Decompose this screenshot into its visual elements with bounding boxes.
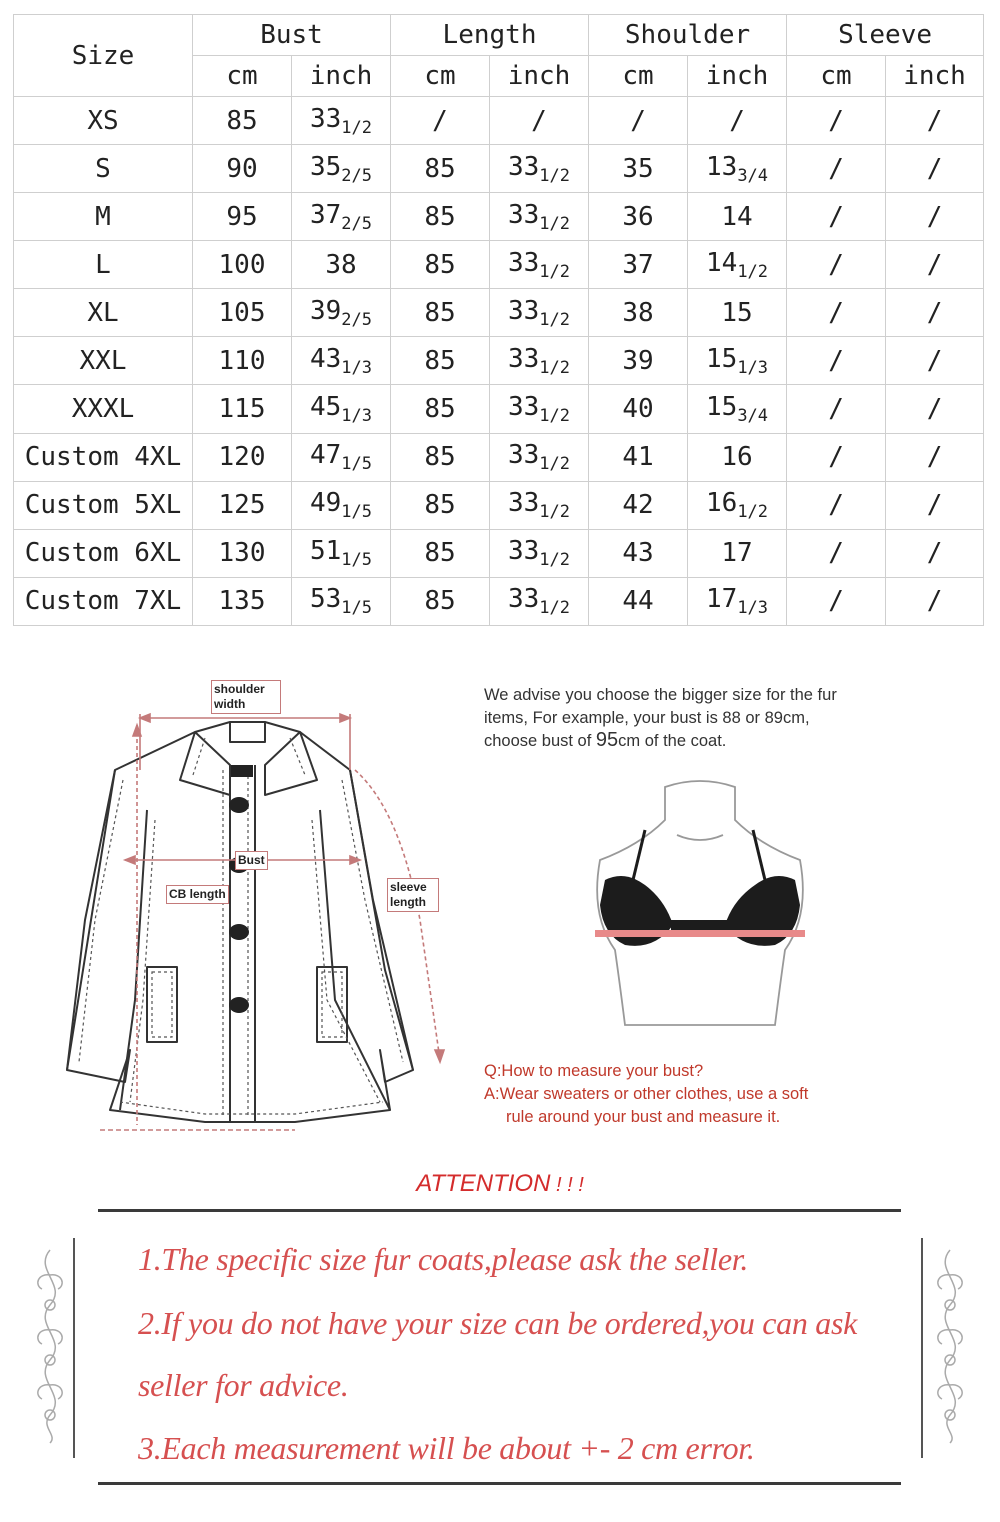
advice-line: items, For example, your bust is 88 or 89cm, (484, 708, 810, 727)
coat-measurement-diagram (55, 670, 455, 1140)
measurement-whole: 39 (309, 295, 342, 326)
measurement-cell (886, 241, 984, 289)
sleeve-label-line2: length (390, 895, 426, 909)
measurement-cell (391, 289, 490, 337)
size-chart-table (13, 14, 984, 626)
measurement-cell (490, 97, 589, 145)
measurement-cell (886, 289, 984, 337)
measurement-cell (886, 385, 984, 433)
measurement-fraction: 1/2 (539, 357, 571, 378)
measurement-cell (292, 385, 391, 433)
measurement-whole: / (926, 201, 943, 232)
size-advice-text (484, 684, 934, 753)
measurement-fraction: 3/4 (737, 165, 769, 186)
measurement-cell (490, 337, 589, 385)
measurement-fraction: 1/5 (341, 550, 373, 571)
measurement-cell (292, 433, 391, 481)
measurement-cell (391, 193, 490, 241)
measurement-fraction: 1/3 (737, 357, 769, 378)
measurement-fraction: 1/2 (539, 406, 571, 426)
measurement-whole: 16 (721, 442, 753, 473)
measurement-fraction: 1/2 (539, 309, 571, 330)
size-row (14, 481, 984, 529)
attention-marks: ! ! ! (550, 1174, 584, 1196)
measurement-fraction: 1/2 (539, 261, 571, 282)
measurement-whole: / (828, 297, 844, 328)
measurement-cell (688, 241, 787, 289)
measurement-fraction: 1/2 (737, 261, 769, 282)
measurement-whole: 85 (424, 249, 456, 280)
measurement-cell (886, 481, 984, 529)
size-column-header: Size (14, 15, 193, 97)
measurement-cell (292, 529, 391, 577)
unit-header: cm (193, 56, 292, 97)
measurement-whole: / (828, 490, 844, 521)
measurement-whole: / (828, 105, 844, 136)
measurement-cell (589, 577, 688, 625)
attention-note-2: 2.If you do not have your size can be ordered,you can ask (138, 1305, 858, 1341)
measurement-whole: 17 (706, 584, 738, 615)
measurement-cell (886, 577, 984, 625)
shoulder-width-label (211, 680, 281, 714)
qa-answer-line: rule around your bust and measure it. (506, 1108, 781, 1126)
size-row (14, 529, 984, 577)
shoulder-header: Shoulder (589, 15, 787, 56)
measurement-fraction: 1/3 (341, 406, 373, 426)
measurement-whole: / (828, 442, 844, 473)
measurement-cell (193, 577, 292, 625)
measurement-whole: / (926, 249, 943, 280)
measurement-cell (391, 577, 490, 625)
size-label-cell: L (14, 241, 193, 289)
measurement-whole: / (432, 105, 448, 136)
measurement-fraction: 3/4 (737, 406, 769, 426)
measurement-cell (589, 193, 688, 241)
measurement-fraction: 1/5 (341, 598, 373, 619)
measurement-cell (589, 337, 688, 385)
advice-line (484, 729, 934, 753)
measurement-whole: 90 (226, 153, 258, 184)
measurement-cell (292, 337, 391, 385)
measurement-fraction: 1/2 (539, 454, 571, 475)
measurement-whole: 85 (424, 297, 456, 328)
measurement-whole: 38 (325, 249, 357, 280)
measurement-whole: / (531, 105, 547, 136)
measurement-whole: 33 (507, 343, 540, 374)
measurement-whole: 16 (706, 488, 738, 519)
measurement-whole: 85 (226, 105, 258, 136)
unit-header: inch (490, 56, 589, 97)
measurement-whole: 45 (309, 392, 342, 422)
measurement-whole: 85 (424, 345, 456, 376)
measurement-whole: / (926, 345, 943, 376)
measurement-fraction: 1/2 (737, 502, 769, 523)
measurement-cell (490, 241, 589, 289)
measurement-whole: 33 (309, 103, 342, 134)
measurement-whole: 100 (218, 249, 266, 280)
measurement-cell (688, 385, 787, 433)
measurement-cell (391, 97, 490, 145)
measurement-cell (391, 241, 490, 289)
bust-qa (484, 1060, 944, 1129)
measurement-whole: / (828, 153, 844, 184)
size-label-cell: S (14, 145, 193, 193)
attention-note-3: 3.Each measurement will be about +- 2 cm error. (138, 1430, 755, 1466)
size-row (14, 241, 984, 289)
measurement-whole: / (630, 105, 646, 136)
measurement-cell (886, 337, 984, 385)
measurement-cell (787, 433, 886, 481)
measurement-whole: 33 (507, 536, 540, 567)
length-header: Length (391, 15, 589, 56)
measurement-cell (688, 529, 787, 577)
measurement-cell (688, 145, 787, 193)
measurement-cell (688, 289, 787, 337)
measurement-cell (490, 481, 589, 529)
measurement-fraction: 1/3 (737, 598, 769, 619)
measurement-cell (688, 337, 787, 385)
measurement-whole: 115 (218, 394, 266, 424)
measurement-cell (391, 385, 490, 433)
measurement-whole: / (828, 586, 844, 617)
measurement-whole: 14 (721, 201, 753, 232)
measurement-whole: 47 (309, 440, 342, 471)
advice-highlight-number: 95 (595, 729, 619, 751)
size-label-cell: Custom 5XL (14, 481, 193, 529)
size-label-cell: XS (14, 97, 193, 145)
measurement-cell (292, 241, 391, 289)
measurement-whole: / (729, 105, 745, 136)
size-row (14, 193, 984, 241)
measurement-cell (589, 433, 688, 481)
measurement-cell (292, 481, 391, 529)
measurement-whole: 35 (309, 151, 342, 182)
measurement-whole: / (926, 586, 943, 617)
mannequin-drawing (585, 775, 815, 1035)
measurement-cell (193, 145, 292, 193)
measurement-whole: 43 (309, 343, 342, 374)
size-row (14, 97, 984, 145)
attention-title: ATTENTION (416, 1170, 551, 1197)
size-row (14, 433, 984, 481)
measurement-whole: 85 (424, 586, 456, 617)
measurement-whole: / (926, 153, 943, 184)
unit-header: inch (688, 56, 787, 97)
measurement-cell (688, 577, 787, 625)
measurement-whole: 85 (424, 201, 456, 232)
measurement-whole: 85 (424, 442, 456, 473)
measurement-cell (391, 481, 490, 529)
measurement-whole: 15 (706, 392, 738, 422)
measurement-cell (688, 97, 787, 145)
measurement-cell (292, 145, 391, 193)
measurement-cell (292, 577, 391, 625)
measurement-whole: 13 (706, 151, 738, 182)
measurement-whole: 36 (622, 201, 654, 232)
measurement-cell (193, 289, 292, 337)
attention-bottom-rule (98, 1482, 901, 1485)
measurement-whole: / (926, 394, 943, 424)
shoulder-label-line2: width (214, 697, 246, 711)
measurement-cell (292, 289, 391, 337)
measurement-cell (490, 145, 589, 193)
measurement-cell (787, 481, 886, 529)
measurement-cell (688, 481, 787, 529)
measurement-whole: / (926, 442, 943, 473)
measurement-cell (589, 145, 688, 193)
measurement-cell (787, 289, 886, 337)
measurement-fraction: 1/2 (539, 502, 571, 523)
measurement-cell (292, 193, 391, 241)
measurement-whole: 15 (706, 343, 738, 374)
measurement-cell (193, 193, 292, 241)
measurement-cell (787, 97, 886, 145)
measurement-cell (193, 241, 292, 289)
unit-header: inch (292, 56, 391, 97)
measurement-whole: / (828, 538, 844, 569)
measurement-whole: 15 (721, 297, 753, 328)
measurement-cell (490, 529, 589, 577)
sleeve-label-line1: sleeve (390, 880, 427, 894)
size-label-cell: XXXL (14, 385, 193, 433)
right-floral-ornament-icon (928, 1245, 972, 1445)
sleeve-length-label (387, 878, 439, 912)
measurement-fraction: 1/2 (341, 117, 373, 138)
unit-header: cm (787, 56, 886, 97)
unit-header: inch (886, 56, 984, 97)
measurement-cell (292, 97, 391, 145)
measurement-cell (688, 433, 787, 481)
right-divider (921, 1238, 923, 1458)
measurement-cell (787, 577, 886, 625)
measurement-whole: / (828, 394, 844, 424)
measurement-cell (490, 385, 589, 433)
size-row (14, 385, 984, 433)
attention-note-2-cont: seller for advice. (138, 1367, 349, 1403)
measurement-cell (787, 241, 886, 289)
measurement-whole: 33 (507, 392, 540, 422)
measurement-fraction: 1/5 (341, 502, 373, 523)
measurement-whole: 44 (622, 586, 654, 617)
measurement-cell (391, 337, 490, 385)
measurement-cell (193, 337, 292, 385)
measurement-cell (391, 433, 490, 481)
measurement-fraction: 1/2 (539, 598, 571, 619)
measurement-cell (787, 145, 886, 193)
measurement-whole: / (828, 345, 844, 376)
measurement-cell (193, 385, 292, 433)
size-label-cell: XL (14, 289, 193, 337)
size-label-cell: XXL (14, 337, 193, 385)
advice-text: cm of the coat. (618, 732, 727, 750)
measurement-whole: / (828, 201, 844, 232)
size-label-cell: Custom 7XL (14, 577, 193, 625)
measurement-whole: 85 (424, 394, 456, 424)
cb-length-label: CB length (166, 885, 229, 904)
measurement-whole: 33 (507, 440, 540, 471)
measurement-cell (193, 433, 292, 481)
measurement-whole: 43 (622, 538, 654, 569)
measurement-fraction: 2/5 (341, 309, 373, 330)
measurement-whole: 33 (507, 247, 540, 278)
left-floral-ornament-icon (28, 1245, 72, 1445)
size-label-cell: M (14, 193, 193, 241)
measurement-fraction: 1/3 (341, 357, 373, 378)
measurement-whole: 105 (218, 297, 266, 328)
measurement-whole: 37 (622, 249, 654, 280)
measurement-cell (886, 433, 984, 481)
measurement-whole: 42 (622, 490, 654, 521)
measurement-fraction: 1/5 (341, 454, 373, 475)
size-row (14, 577, 984, 625)
measurement-whole: 85 (424, 490, 456, 521)
measurement-cell (391, 145, 490, 193)
measurement-cell (886, 529, 984, 577)
sleeve-header: Sleeve (787, 15, 984, 56)
measurement-cell (391, 529, 490, 577)
measurement-fraction: 1/2 (539, 550, 571, 571)
qa-question: Q:How to measure your bust? (484, 1062, 704, 1080)
measurement-whole: 39 (622, 345, 654, 376)
measurement-whole: 38 (622, 297, 654, 328)
measurement-whole: 110 (218, 345, 266, 376)
measurement-whole: 120 (218, 442, 266, 473)
attention-note-1: 1.The specific size fur coats,please ask the seller. (138, 1241, 749, 1277)
advice-line: We advise you choose the bigger size for the fur (484, 686, 837, 704)
measurement-cell (490, 577, 589, 625)
measurement-cell (193, 97, 292, 145)
measurement-whole: 130 (218, 538, 266, 569)
bust-label: Bust (235, 851, 268, 870)
bust-header: Bust (193, 15, 391, 56)
size-label-cell: Custom 6XL (14, 529, 193, 577)
measurement-whole: 49 (309, 488, 342, 519)
advice-text: choose bust of (484, 732, 596, 750)
measurement-whole: 135 (218, 586, 266, 617)
measurement-cell (886, 145, 984, 193)
measurement-fraction: 1/2 (539, 165, 571, 186)
measurement-whole: 33 (507, 584, 540, 615)
attention-heading (0, 1170, 1000, 1198)
attention-top-rule (98, 1209, 901, 1212)
measurement-whole: 51 (309, 536, 342, 567)
measurement-whole: 33 (507, 151, 540, 182)
measurement-cell (886, 97, 984, 145)
measurement-cell (589, 385, 688, 433)
measurement-cell (589, 289, 688, 337)
measurement-whole: 85 (424, 153, 456, 184)
measurement-whole: 33 (507, 199, 540, 230)
measurement-cell (490, 193, 589, 241)
measurement-cell (787, 529, 886, 577)
measurement-cell (886, 193, 984, 241)
measurement-cell (787, 337, 886, 385)
size-row (14, 145, 984, 193)
measurement-fraction: 2/5 (341, 213, 373, 234)
size-row (14, 337, 984, 385)
measurement-cell (589, 97, 688, 145)
measurement-cell (589, 241, 688, 289)
qa-answer-line: A:Wear sweaters or other clothes, use a soft (484, 1085, 809, 1103)
measurement-cell (490, 289, 589, 337)
shoulder-label-line1: shoulder (214, 682, 265, 696)
measurement-fraction: 2/5 (341, 165, 373, 186)
measurement-whole: 41 (622, 442, 654, 473)
measurement-whole: / (926, 297, 943, 328)
measurement-whole: / (926, 538, 943, 569)
size-table-body (14, 97, 984, 626)
measurement-cell (490, 433, 589, 481)
measurement-whole: 40 (622, 394, 654, 424)
header-row-groups (14, 15, 984, 56)
size-row (14, 289, 984, 337)
measurement-whole: 33 (507, 488, 540, 519)
measurement-cell (589, 481, 688, 529)
measurement-whole: 37 (309, 199, 342, 230)
unit-header: cm (391, 56, 490, 97)
measurement-whole: / (926, 105, 943, 136)
measurement-cell (787, 385, 886, 433)
left-divider (73, 1238, 75, 1458)
measurement-whole: 85 (424, 538, 456, 569)
measurement-cell (193, 529, 292, 577)
measurement-cell (193, 481, 292, 529)
measurement-whole: / (828, 249, 844, 280)
bust-measure-figure (585, 775, 815, 1035)
measurement-cell (688, 193, 787, 241)
unit-header: cm (589, 56, 688, 97)
measurement-whole: 14 (706, 247, 738, 278)
measurement-whole: 95 (226, 201, 258, 232)
measurement-whole: 33 (507, 295, 540, 326)
measurement-whole: 17 (721, 538, 753, 569)
measurement-cell (589, 529, 688, 577)
measurement-fraction: 1/2 (539, 213, 571, 234)
measurement-cell (787, 193, 886, 241)
measurement-whole: 35 (622, 153, 654, 184)
measurement-whole: 125 (218, 490, 266, 521)
size-label-cell: Custom 4XL (14, 433, 193, 481)
measurement-whole: / (926, 490, 943, 521)
measurement-whole: 53 (309, 584, 342, 615)
